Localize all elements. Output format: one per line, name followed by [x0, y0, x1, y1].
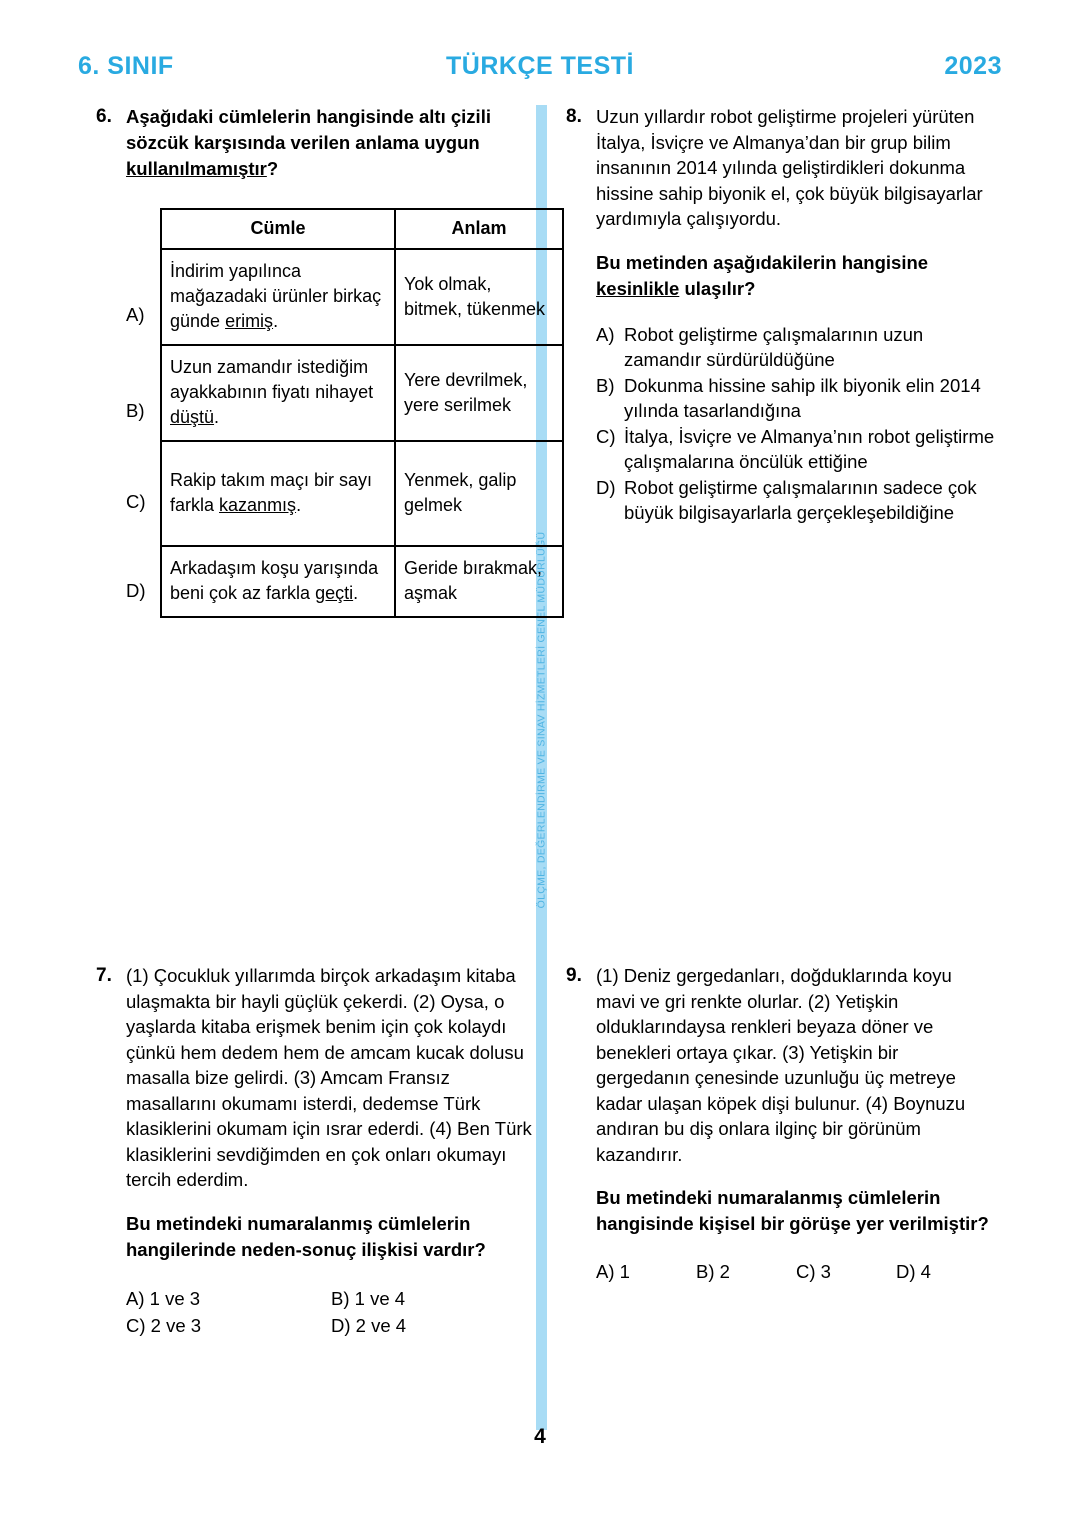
- question-8-prompt-pre: Bu metinden aşağıdakilerin hangisine: [596, 251, 929, 273]
- cell-text-pre: Rakip takım maçı bir sayı farkla: [170, 470, 373, 515]
- question-8-prompt-underlined: kesinlikle: [596, 277, 680, 299]
- option-a[interactable]: A) 1: [596, 1261, 630, 1282]
- question-6-stem: [126, 104, 526, 182]
- option-c[interactable]: [596, 424, 996, 475]
- option-c-letter: C): [596, 425, 616, 447]
- question-7-options: [126, 1285, 536, 1339]
- question-8-prompt: [596, 250, 996, 302]
- question-6-row-letter-a: A): [126, 304, 145, 325]
- table-cell-anlam-b: Yere devrilmek, yere serilmek: [395, 345, 563, 441]
- table-cell-anlam-a: Yok olmak, bitmek, tükenmek: [395, 249, 563, 345]
- page-header: [0, 52, 1080, 92]
- question-8-header: [566, 104, 996, 526]
- option-d-text: Robot geliştirme çalışmalarının sadece çok büyük bilgisayarlarla gerçekleşebildiğine: [624, 476, 977, 523]
- cell-text-post: .: [214, 407, 220, 427]
- question-7: [96, 963, 532, 1339]
- question-7-prompt: Bu metindeki numaralanmış cümlelerin hangilerinde neden-sonuç ilişkisi vardır?: [126, 1212, 486, 1260]
- question-8-number: 8.: [566, 106, 582, 127]
- table-cell-cumle-b: [161, 345, 395, 441]
- option-c[interactable]: C) 3: [796, 1261, 831, 1282]
- page-number: 4: [534, 1425, 546, 1448]
- question-6-row-letter-d: D): [126, 580, 146, 601]
- table-row: [161, 441, 563, 546]
- question-6-stem-part1: Aşağıdaki cümlelerin hangisinde altı çizili sözcük karşısında verilen anlama uygun: [126, 106, 491, 153]
- table-cell-cumle-d: [161, 546, 395, 617]
- question-7-header: [96, 963, 532, 1339]
- cell-text-underlined: geçti: [315, 583, 354, 603]
- question-9-header: [566, 963, 996, 1283]
- question-6: [96, 104, 546, 618]
- option-b[interactable]: B) 2: [696, 1261, 730, 1282]
- question-6-stem-underlined: kullanılmamıştır: [126, 158, 267, 179]
- cell-text-pre: İndirim yapılınca mağazadaki ürünler birkaç günde: [170, 261, 382, 331]
- divider-watermark-text: ÖLÇME, DEĞERLENDİRME VE SINAV HİZMETLERİ GENEL MÜDÜRLÜĞÜ: [535, 531, 547, 909]
- option-d[interactable]: D) 4: [896, 1261, 931, 1282]
- table-row: [161, 546, 563, 617]
- table-row: [161, 249, 563, 345]
- option-a-letter: A): [596, 323, 615, 345]
- question-8-prompt-post: ulaşılır?: [679, 277, 756, 299]
- table-header-cumle: Cümle: [161, 209, 395, 249]
- cell-text-underlined: düştü: [170, 407, 215, 427]
- question-8-options: [596, 322, 996, 526]
- question-8: [566, 104, 996, 526]
- question-9-prompt: Bu metindeki numaralanmış cümlelerin hangisinde kişisel bir görüşe yer verilmiştir?: [596, 1187, 989, 1234]
- question-6-header: [96, 104, 526, 182]
- question-7-number: 7.: [96, 965, 112, 986]
- option-d[interactable]: [596, 475, 996, 526]
- option-b[interactable]: [596, 373, 996, 424]
- header-grade: 6. SINIF: [78, 52, 174, 80]
- table-row: [161, 345, 563, 441]
- option-a[interactable]: [596, 322, 996, 373]
- option-a[interactable]: A) 1 ve 3: [126, 1287, 201, 1309]
- question-9-passage: (1) Deniz gergedanları, doğduklarında koyu mavi ve gri renkte olurlar. (2) Yetişkin olduklarındaysa renkleri beyaza döner ve benekleri ortaya çıkar. (3) Yetişkin bir gergedanın çenesinde uzunluğu üç metreye kadar ulaşan köpek dişi bulunur. (4) Boynuzu andıran bu diş onlara ilginç bir görünüm kazandırır.: [596, 965, 966, 1165]
- question-7-passage: (1) Çocukluk yıllarımda birçok arkadaşım kitaba ulaşmakta bir hayli güçlük çekerdi. (2) Oysa, o yaşlarda kitaba erişmek benim için çok kolaydı çünkü hem dedem hem de amcam kucak dolusu masalla bize gelirdi. (3) Amcam Fransız masallarını okumamı isterdi, dedemse Türk klasiklerini okumam için ısrar ederdi. (4) Ben Türk klasiklerini sevdiğimden en çok onları okumayı tercih ederdim.: [126, 965, 532, 1190]
- question-9: [566, 963, 996, 1283]
- table-cell-anlam-c: Yenmek, galip gelmek: [395, 441, 563, 546]
- table-cell-anlam-d: Geride bırakmak, aşmak: [395, 546, 563, 617]
- option-a-text: Robot geliştirme çalışmalarının uzun zamandır sürdürüldüğüne: [624, 323, 924, 370]
- cell-text-underlined: kazanmış: [219, 495, 297, 515]
- option-b-text: Dokunma hissine sahip ilk biyonik elin 2014 yılında tasarlandığına: [624, 374, 981, 421]
- option-c-text: İtalya, İsviçre ve Almanya’nın robot geliştirme çalışmalarına öncülük ettiğine: [624, 425, 995, 472]
- question-8-passage: Uzun yıllardır robot geliştirme projeleri yürüten İtalya, İsviçre ve Almanya’dan bir grup bilim insanının 2014 yılında geliştirdikleri dokunma hissine sahip biyonik el, çok büyük bilgisayarlar yardımıyla çalışıyordu.: [596, 106, 983, 229]
- option-b[interactable]: B) 1 ve 4: [331, 1287, 406, 1309]
- table-header-anlam: Anlam: [395, 209, 563, 249]
- question-6-row-letter-b: B): [126, 400, 145, 421]
- option-d-letter: D): [596, 476, 616, 498]
- question-6-table: [160, 208, 564, 618]
- table-header-row: [161, 209, 563, 249]
- header-title: TÜRKÇE TESTİ: [446, 52, 634, 80]
- cell-text-post: .: [296, 495, 302, 515]
- question-6-stem-part2: ?: [266, 158, 279, 179]
- option-b-letter: B): [596, 374, 615, 396]
- question-6-table-wrap: [126, 208, 546, 618]
- header-year: 2023: [944, 52, 1002, 80]
- question-6-number: 6.: [96, 106, 112, 127]
- cell-text-pre: Uzun zamandır istediğim ayakkabının fiyatı nihayet: [170, 357, 374, 402]
- cell-text-post: .: [273, 311, 279, 331]
- table-cell-cumle-c: [161, 441, 395, 546]
- cell-text-underlined: erimiş: [225, 311, 274, 331]
- cell-text-post: .: [353, 583, 359, 603]
- table-cell-cumle-a: [161, 249, 395, 345]
- option-c[interactable]: C) 2 ve 3: [126, 1314, 202, 1336]
- question-6-row-letter-c: C): [126, 491, 146, 512]
- cell-text-pre: Arkadaşım koşu yarışında beni çok az farkla: [170, 558, 379, 603]
- question-9-number: 9.: [566, 965, 582, 986]
- question-9-options: [596, 1261, 996, 1283]
- option-d[interactable]: D) 2 ve 4: [331, 1314, 407, 1336]
